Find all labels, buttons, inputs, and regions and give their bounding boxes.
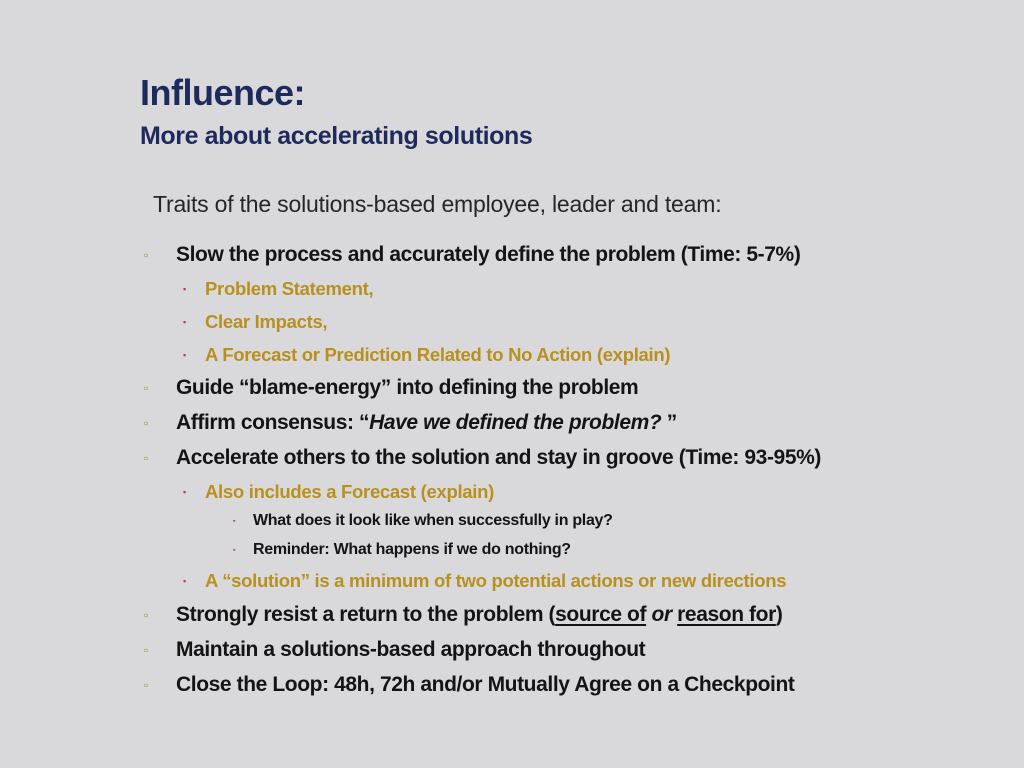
list-item (183, 570, 787, 592)
list-item (233, 541, 571, 559)
list-item (144, 638, 646, 662)
small-square-icon: ▪ (233, 546, 236, 554)
small-square-icon: ▪ (183, 487, 187, 497)
list-item-text: What does it look like when successfully in play? (253, 512, 613, 529)
list-item-text: Close the Loop: 48h, 72h and/or Mutually Agree on a Checkpoint (176, 673, 795, 696)
list-item (144, 446, 821, 470)
slide-subtitle: More about accelerating solutions (140, 122, 533, 150)
list-item (233, 512, 613, 530)
list-item-text: Reminder: What happens if we do nothing? (253, 541, 571, 558)
list-item (144, 603, 783, 627)
list-item-text: Affirm consensus: “Have we defined the problem? ” (176, 411, 677, 434)
list-item-text: Problem Statement, (205, 278, 374, 299)
small-square-icon: ▪ (183, 317, 187, 327)
hollow-square-icon: ▫ (144, 416, 149, 430)
intro-text: Traits of the solutions-based employee, leader and team: (153, 191, 722, 217)
list-item (144, 411, 677, 435)
hollow-square-icon: ▫ (144, 451, 149, 465)
list-item-text: Also includes a Forecast (explain) (205, 481, 494, 502)
list-item-text: Guide “blame-energy” into defining the problem (176, 376, 639, 399)
small-square-icon: ▪ (183, 576, 187, 586)
list-item (183, 311, 328, 333)
list-item (144, 376, 639, 400)
hollow-square-icon: ▫ (144, 608, 149, 622)
list-item (183, 278, 374, 300)
list-item-text: Slow the process and accurately define the problem (Time: 5-7%) (176, 243, 801, 266)
list-item-text: Clear Impacts, (205, 311, 328, 332)
list-item-text: Strongly resist a return to the problem (source of or reason for) (176, 603, 783, 626)
list-item (144, 673, 795, 697)
list-item (183, 344, 671, 366)
list-item-text: A “solution” is a minimum of two potential actions or new directions (205, 570, 787, 591)
small-square-icon: ▪ (183, 350, 187, 360)
slide-title: Influence: (140, 72, 306, 113)
list-item (183, 481, 494, 503)
hollow-square-icon: ▫ (144, 643, 149, 657)
list-item-text: Accelerate others to the solution and stay in groove (Time: 93-95%) (176, 446, 821, 469)
list-item-text: Maintain a solutions-based approach throughout (176, 638, 646, 661)
hollow-square-icon: ▫ (144, 381, 149, 395)
hollow-square-icon: ▫ (144, 248, 149, 262)
hollow-square-icon: ▫ (144, 678, 149, 692)
small-square-icon: ▪ (183, 284, 187, 294)
list-item (144, 243, 801, 267)
small-square-icon: ▪ (233, 517, 236, 525)
list-item-text: A Forecast or Prediction Related to No Action (explain) (205, 344, 671, 365)
